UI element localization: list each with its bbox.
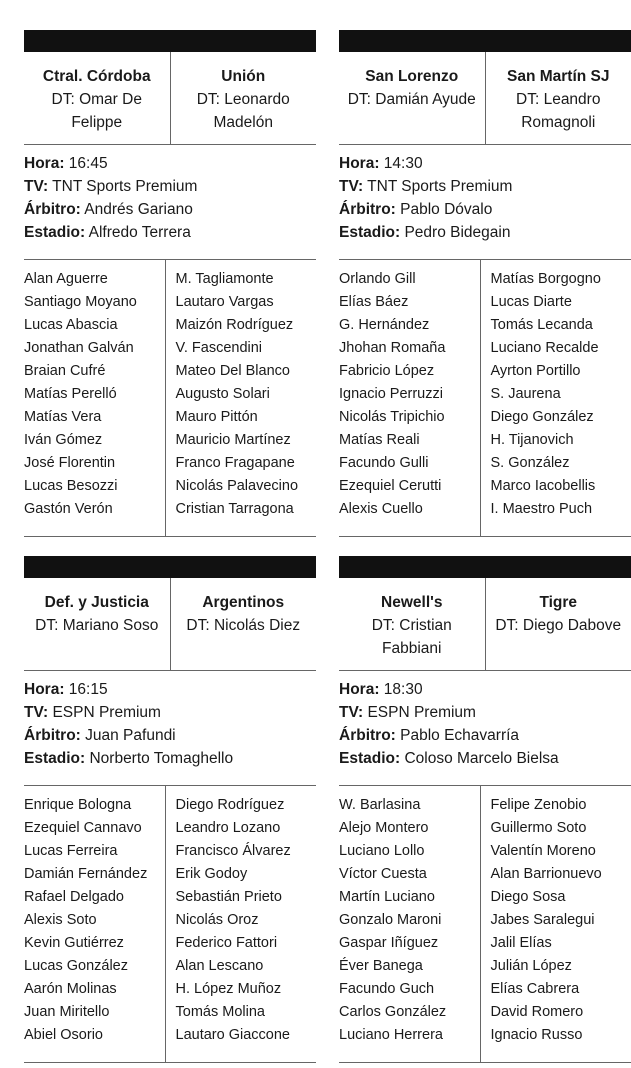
player-name: José Florentin — [24, 455, 116, 471]
player-name: Ayrton Portillo — [490, 363, 581, 379]
player-name: Gonzalo Maroni — [339, 912, 442, 928]
player-name: Valentín Moreno — [490, 843, 596, 859]
player-name: Lautaro Giaccone — [175, 1027, 290, 1043]
player-name: Facundo Gulli — [339, 455, 429, 471]
player-name: Ezequiel Cannavo — [24, 820, 142, 836]
player-name: S. González — [490, 455, 570, 471]
match-tv-label: TV: — [339, 178, 364, 195]
match-referee — [339, 198, 631, 221]
team-coach: DT: Damián Ayude — [347, 91, 476, 108]
player-name: Elías Báez — [339, 294, 409, 310]
player-name: Lucas González — [24, 958, 128, 974]
player-name: Lucas Ferreira — [24, 843, 118, 859]
match-stadium — [24, 747, 316, 770]
match-tv-value: ESPN Premium — [367, 704, 476, 721]
match-card — [24, 556, 316, 1063]
match-stadium — [24, 221, 316, 244]
match-info — [339, 145, 631, 260]
lineup-home — [24, 786, 165, 1062]
match-stadium-value: Coloso Marcelo Bielsa — [404, 750, 559, 767]
team-name: San Lorenzo — [365, 68, 459, 85]
team-name: Tigre — [539, 594, 578, 611]
team-coach: DT: Leonardo Madelón — [196, 91, 290, 131]
header-bar — [24, 556, 316, 578]
team-name: Unión — [221, 68, 266, 85]
lineups — [24, 786, 316, 1063]
player-name: H. López Muñoz — [175, 981, 282, 997]
player-name: Iván Gómez — [24, 432, 103, 448]
match-referee — [24, 198, 316, 221]
teams-row — [339, 52, 631, 145]
lineup-away — [165, 786, 317, 1062]
player-name: Sebastián Prieto — [175, 889, 282, 905]
player-name: Santiago Moyano — [24, 294, 137, 310]
player-name: Luciano Herrera — [339, 1027, 443, 1043]
match-referee — [339, 724, 631, 747]
player-name: Ezequiel Cerutti — [339, 478, 442, 494]
player-name: Ignacio Perruzzi — [339, 386, 443, 402]
match-info — [339, 671, 631, 786]
player-name: Alan Barrionuevo — [490, 866, 602, 882]
player-name: Aarón Molinas — [24, 981, 117, 997]
match-tv — [24, 701, 316, 724]
match-time-label: Hora: — [339, 681, 380, 698]
match-stadium-label: Estadio: — [339, 224, 401, 241]
match-referee-value: Pablo Dóvalo — [400, 201, 493, 218]
player-name: Alexis Soto — [24, 912, 97, 928]
player-name: Carlos González — [339, 1004, 447, 1020]
lineups — [339, 786, 631, 1063]
team-name: Def. y Justicia — [44, 594, 149, 611]
team-name: Newell's — [381, 594, 443, 611]
match-referee-label: Árbitro: — [339, 727, 396, 744]
teams-row — [339, 578, 631, 671]
match-time-value: 14:30 — [383, 155, 423, 172]
team-coach: DT: Diego Dabove — [495, 617, 622, 634]
match-time-value: 16:45 — [68, 155, 108, 172]
match-card — [24, 30, 316, 537]
teams-row — [24, 578, 316, 671]
match-tv-label: TV: — [339, 704, 364, 721]
player-name: Luciano Lollo — [339, 843, 425, 859]
match-time-label: Hora: — [24, 155, 65, 172]
team-away — [485, 578, 631, 670]
match-stadium — [339, 747, 631, 770]
match-referee — [24, 724, 316, 747]
player-name: Gastón Verón — [24, 501, 113, 517]
match-referee-value: Pablo Echavarría — [400, 727, 520, 744]
player-name: Enrique Bologna — [24, 797, 132, 813]
player-name: Luciano Recalde — [490, 340, 599, 356]
match-time-value: 16:15 — [68, 681, 108, 698]
player-name: Maizón Rodríguez — [175, 317, 294, 333]
player-name: Mateo Del Blanco — [175, 363, 290, 379]
lineup-away — [480, 786, 631, 1062]
match-tv — [339, 701, 631, 724]
player-name: Facundo Guch — [339, 981, 435, 997]
player-name: David Romero — [490, 1004, 584, 1020]
player-name: Francisco Álvarez — [175, 843, 291, 859]
player-name: V. Fascendini — [175, 340, 263, 356]
team-coach: DT: Cristian Fabbiani — [371, 617, 452, 657]
match-time-label: Hora: — [339, 155, 380, 172]
match-referee-label: Árbitro: — [339, 201, 396, 218]
player-name: Jhohan Romaña — [339, 340, 446, 356]
player-name: Damián Fernández — [24, 866, 148, 882]
lineup-away — [165, 260, 317, 536]
player-name: Felipe Zenobio — [490, 797, 587, 813]
player-name: Rafael Delgado — [24, 889, 124, 905]
match-stadium-value: Norberto Tomaghello — [89, 750, 234, 767]
header-bar — [24, 30, 316, 52]
player-name: Julián López — [490, 958, 572, 974]
match-card — [339, 30, 631, 537]
player-name: Lautaro Vargas — [175, 294, 274, 310]
player-name: Marco Iacobellis — [490, 478, 596, 494]
player-name: Matías Perelló — [24, 386, 117, 402]
match-time-label: Hora: — [24, 681, 65, 698]
player-name: Leandro Lozano — [175, 820, 281, 836]
player-name: Lucas Diarte — [490, 294, 572, 310]
player-name: S. Jaurena — [490, 386, 561, 402]
lineup-home — [339, 786, 480, 1062]
team-away — [170, 52, 317, 144]
team-coach: DT: Leandro Romagnoli — [516, 91, 601, 131]
match-time — [339, 152, 631, 175]
player-name: Nicolás Oroz — [175, 912, 259, 928]
match-referee-value: Andrés Gariano — [84, 201, 193, 218]
player-name: Tomás Lecanda — [490, 317, 593, 333]
match-stadium-label: Estadio: — [339, 750, 401, 767]
player-name: Diego Rodríguez — [175, 797, 285, 813]
team-home — [339, 578, 485, 670]
match-stadium-label: Estadio: — [24, 224, 86, 241]
player-name: Martín Luciano — [339, 889, 435, 905]
match-referee-label: Árbitro: — [24, 727, 81, 744]
player-name: Jonathan Galván — [24, 340, 134, 356]
player-name: Matías Borgogno — [490, 271, 601, 287]
player-name: Fabricio López — [339, 363, 435, 379]
player-name: Kevin Gutiérrez — [24, 935, 124, 951]
player-name: Diego González — [490, 409, 594, 425]
match-time — [24, 678, 316, 701]
player-name: Elías Cabrera — [490, 981, 580, 997]
player-name: Matías Vera — [24, 409, 102, 425]
header-bar — [339, 556, 631, 578]
player-name: Alan Aguerre — [24, 271, 108, 287]
team-home — [339, 52, 485, 144]
team-away — [485, 52, 631, 144]
team-name: San Martín SJ — [507, 68, 610, 85]
match-tv-label: TV: — [24, 178, 49, 195]
player-name: Alejo Montero — [339, 820, 429, 836]
player-name: Alexis Cuello — [339, 501, 423, 517]
match-time — [339, 678, 631, 701]
match-tv-label: TV: — [24, 704, 49, 721]
team-name: Ctral. Córdoba — [42, 68, 151, 85]
player-name: Tomás Molina — [175, 1004, 265, 1020]
player-name: Lucas Besozzi — [24, 478, 118, 494]
player-name: Mauro Pittón — [175, 409, 258, 425]
header-bar — [339, 30, 631, 52]
player-name: Juan Miritello — [24, 1004, 110, 1020]
player-name: Orlando Gill — [339, 271, 416, 287]
player-name: Gaspar Iñíguez — [339, 935, 439, 951]
match-referee-value: Juan Pafundi — [85, 727, 176, 744]
player-name: Lucas Abascia — [24, 317, 118, 333]
match-referee-label: Árbitro: — [24, 201, 81, 218]
player-name: W. Barlasina — [339, 797, 421, 813]
lineups — [339, 260, 631, 537]
team-away — [170, 578, 317, 670]
player-name: M. Tagliamonte — [175, 271, 274, 287]
match-stadium-label: Estadio: — [24, 750, 86, 767]
player-name: Augusto Solari — [175, 386, 270, 402]
player-name: Guillermo Soto — [490, 820, 587, 836]
team-home — [24, 52, 170, 144]
lineup-home — [24, 260, 165, 536]
match-tv-value: ESPN Premium — [52, 704, 161, 721]
match-stadium-value: Pedro Bidegain — [404, 224, 511, 241]
team-coach: DT: Omar De Felippe — [51, 91, 142, 131]
player-name: Nicolás Tripichio — [339, 409, 445, 425]
team-coach: DT: Nicolás Diez — [186, 617, 301, 634]
match-time — [24, 152, 316, 175]
team-name: Argentinos — [202, 594, 285, 611]
lineups — [24, 260, 316, 537]
match-stadium-value: Alfredo Terrera — [88, 224, 191, 241]
player-name: G. Hernández — [339, 317, 430, 333]
player-name: Víctor Cuesta — [339, 866, 427, 882]
teams-row — [24, 52, 316, 145]
lineup-home — [339, 260, 480, 536]
player-name: Nicolás Palavecino — [175, 478, 299, 494]
player-name: Braian Cufré — [24, 363, 106, 379]
match-tv — [24, 175, 316, 198]
match-info — [24, 671, 316, 786]
player-name: Éver Banega — [339, 958, 423, 974]
player-name: Alan Lescano — [175, 958, 264, 974]
match-tv — [339, 175, 631, 198]
team-home — [24, 578, 170, 670]
player-name: Mauricio Martínez — [175, 432, 291, 448]
match-info — [24, 145, 316, 260]
match-tv-value: TNT Sports Premium — [367, 178, 513, 195]
match-tv-value: TNT Sports Premium — [52, 178, 198, 195]
player-name: Diego Sosa — [490, 889, 566, 905]
match-card — [339, 556, 631, 1063]
match-time-value: 18:30 — [383, 681, 423, 698]
player-name: H. Tijanovich — [490, 432, 574, 448]
player-name: Abiel Osorio — [24, 1027, 103, 1043]
lineup-away — [480, 260, 631, 536]
team-coach: DT: Mariano Soso — [35, 617, 159, 634]
player-name: Matías Reali — [339, 432, 420, 448]
player-name: Jabes Saralegui — [490, 912, 595, 928]
player-name: I. Maestro Puch — [490, 501, 593, 517]
match-stadium — [339, 221, 631, 244]
player-name: Erik Godoy — [175, 866, 248, 882]
player-name: Ignacio Russo — [490, 1027, 583, 1043]
player-name: Franco Fragapane — [175, 455, 295, 471]
player-name: Jalil Elías — [490, 935, 552, 951]
player-name: Federico Fattori — [175, 935, 278, 951]
player-name: Cristian Tarragona — [175, 501, 294, 517]
